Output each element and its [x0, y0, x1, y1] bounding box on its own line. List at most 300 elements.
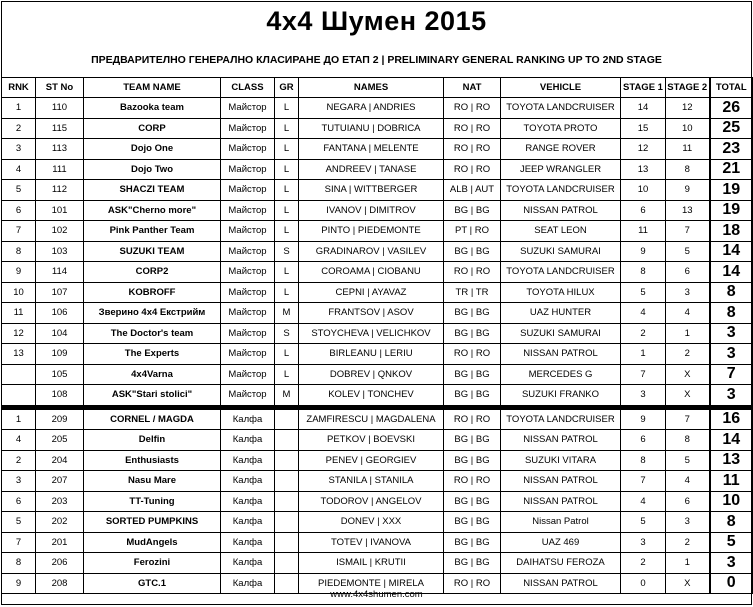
col-nat: NAT — [444, 78, 501, 98]
cell-names: TUTUIANU | DOBRICA — [299, 118, 444, 139]
cell-rnk: 1 — [2, 98, 36, 119]
cell-class: Калфа — [221, 450, 275, 471]
cell-st-no: 110 — [36, 98, 84, 119]
page-title: 4x4 Шумен 2015 — [266, 6, 487, 36]
cell-stage-1: 2 — [621, 553, 666, 574]
cell-rnk: 2 — [2, 118, 36, 139]
cell-nat: RO | RO — [444, 262, 501, 283]
master-class-rows — [2, 98, 753, 406]
page-subtitle: ПРЕДВАРИТЕЛНО ГЕНЕРАЛНО КЛАСИРАНЕ ДО ЕТАП 2 | PRELIMINARY GENERAL RANKING UP TO 2ND STAGE — [91, 54, 662, 66]
cell-names: BIRLEANU | LERIU — [299, 344, 444, 365]
cell-st-no: 206 — [36, 553, 84, 574]
cell-stage-1: 2 — [621, 323, 666, 344]
cell-total: 19 — [710, 200, 753, 221]
cell-team-name: SORTED PUMPKINS — [84, 512, 221, 533]
cell-names: TOTEV | IVANOVA — [299, 532, 444, 553]
cell-names: PINTO | PIEDEMONTE — [299, 221, 444, 242]
cell-gr — [275, 491, 299, 512]
cell-rnk: 5 — [2, 180, 36, 201]
cell-gr: L — [275, 98, 299, 119]
cell-vehicle: UAZ 469 — [501, 532, 621, 553]
table-row — [2, 471, 753, 492]
cell-st-no: 102 — [36, 221, 84, 242]
table-row — [2, 344, 753, 365]
cell-vehicle: SEAT LEON — [501, 221, 621, 242]
cell-class: Майстор — [221, 200, 275, 221]
cell-stage-2: 2 — [666, 344, 710, 365]
cell-stage-2: 7 — [666, 221, 710, 242]
cell-total: 5 — [710, 532, 753, 553]
cell-stage-1: 5 — [621, 512, 666, 533]
cell-class: Майстор — [221, 344, 275, 365]
cell-rnk: 4 — [2, 159, 36, 180]
cell-total: 3 — [710, 385, 753, 406]
cell-vehicle: TOYOTA LANDCRUISER — [501, 98, 621, 119]
cell-stage-1: 5 — [621, 282, 666, 303]
cell-team-name: Enthusiasts — [84, 450, 221, 471]
cell-names: ANDREEV | TANASE — [299, 159, 444, 180]
cell-names: FRANTSOV | ASOV — [299, 303, 444, 324]
cell-team-name: SHACZI TEAM — [84, 180, 221, 201]
cell-nat: BG | BG — [444, 553, 501, 574]
cell-stage-1: 1 — [621, 344, 666, 365]
cell-names: CEPNI | AYAVAZ — [299, 282, 444, 303]
cell-nat: RO | RO — [444, 573, 501, 594]
cell-names: DONEV | XXX — [299, 512, 444, 533]
cell-stage-1: 13 — [621, 159, 666, 180]
cell-st-no: 113 — [36, 139, 84, 160]
cell-stage-2: 3 — [666, 512, 710, 533]
cell-vehicle: JEEP WRANGLER — [501, 159, 621, 180]
cell-rnk: 8 — [2, 553, 36, 574]
cell-stage-2: 4 — [666, 303, 710, 324]
cell-team-name: TT-Tuning — [84, 491, 221, 512]
cell-nat: BG | BG — [444, 385, 501, 406]
col-stage-2: STAGE 2 — [666, 78, 710, 98]
header-row — [2, 78, 753, 98]
cell-nat: TR | TR — [444, 282, 501, 303]
cell-stage-2: 9 — [666, 180, 710, 201]
cell-total: 19 — [710, 180, 753, 201]
cell-class: Майстор — [221, 118, 275, 139]
cell-stage-2: 10 — [666, 118, 710, 139]
cell-nat: RO | RO — [444, 344, 501, 365]
cell-st-no: 208 — [36, 573, 84, 594]
table-row — [2, 553, 753, 574]
cell-names: SINA | WITTBERGER — [299, 180, 444, 201]
cell-class: Майстор — [221, 282, 275, 303]
cell-stage-1: 3 — [621, 385, 666, 406]
cell-class: Калфа — [221, 512, 275, 533]
cell-class: Калфа — [221, 430, 275, 451]
table-row — [2, 200, 753, 221]
cell-team-name: The Doctor's team — [84, 323, 221, 344]
cell-class: Калфа — [221, 573, 275, 594]
cell-gr: M — [275, 303, 299, 324]
cell-names: PETKOV | BOEVSKI — [299, 430, 444, 451]
cell-class: Калфа — [221, 532, 275, 553]
cell-total: 14 — [710, 430, 753, 451]
cell-gr: S — [275, 323, 299, 344]
cell-vehicle: DAIHATSU FEROZA — [501, 553, 621, 574]
cell-class: Калфа — [221, 471, 275, 492]
cell-stage-2: 2 — [666, 532, 710, 553]
cell-gr — [275, 450, 299, 471]
table-row — [2, 532, 753, 553]
cell-team-name: Bazooka team — [84, 98, 221, 119]
cell-class: Майстор — [221, 262, 275, 283]
cell-nat: ALB | AUT — [444, 180, 501, 201]
table-row — [2, 282, 753, 303]
cell-st-no: 115 — [36, 118, 84, 139]
cell-gr: L — [275, 344, 299, 365]
cell-st-no: 114 — [36, 262, 84, 283]
cell-team-name: Dojo Two — [84, 159, 221, 180]
col-total: TOTAL — [710, 78, 753, 98]
col-names: NAMES — [299, 78, 444, 98]
cell-stage-2: 5 — [666, 450, 710, 471]
cell-names: COROAMA | CIOBANU — [299, 262, 444, 283]
cell-team-name: CORP2 — [84, 262, 221, 283]
cell-gr: L — [275, 282, 299, 303]
cell-names: DOBREV | QNKOV — [299, 364, 444, 385]
cell-gr: L — [275, 159, 299, 180]
cell-vehicle: NISSAN PATROL — [501, 573, 621, 594]
cell-nat: RO | RO — [444, 98, 501, 119]
cell-total: 7 — [710, 364, 753, 385]
table-row — [2, 450, 753, 471]
col-vehicle: VEHICLE — [501, 78, 621, 98]
cell-total: 26 — [710, 98, 753, 119]
cell-class: Калфа — [221, 553, 275, 574]
cell-vehicle: NISSAN PATROL — [501, 471, 621, 492]
cell-total: 18 — [710, 221, 753, 242]
cell-total: 14 — [710, 241, 753, 262]
cell-stage-1: 7 — [621, 471, 666, 492]
cell-rnk: 13 — [2, 344, 36, 365]
table-row — [2, 491, 753, 512]
cell-team-name: 4x4Varna — [84, 364, 221, 385]
cell-nat: BG | BG — [444, 364, 501, 385]
cell-stage-1: 12 — [621, 139, 666, 160]
cell-gr: L — [275, 200, 299, 221]
cell-total: 21 — [710, 159, 753, 180]
cell-stage-2: X — [666, 385, 710, 406]
cell-st-no: 107 — [36, 282, 84, 303]
cell-gr — [275, 409, 299, 430]
cell-st-no: 101 — [36, 200, 84, 221]
cell-names: KOLEV | TONCHEV — [299, 385, 444, 406]
cell-stage-2: 11 — [666, 139, 710, 160]
col-st-no: ST No — [36, 78, 84, 98]
cell-vehicle: TOYOTA PROTO — [501, 118, 621, 139]
cell-vehicle: NISSAN PATROL — [501, 430, 621, 451]
ranking-table — [1, 77, 753, 594]
cell-stage-1: 0 — [621, 573, 666, 594]
cell-stage-2: 6 — [666, 491, 710, 512]
cell-names: FANTANA | MELENTE — [299, 139, 444, 160]
cell-total: 25 — [710, 118, 753, 139]
cell-gr: L — [275, 180, 299, 201]
cell-team-name: Ferozini — [84, 553, 221, 574]
cell-class: Майстор — [221, 303, 275, 324]
cell-gr — [275, 512, 299, 533]
table-row — [2, 139, 753, 160]
cell-total: 8 — [710, 282, 753, 303]
cell-st-no: 109 — [36, 344, 84, 365]
cell-stage-2: X — [666, 364, 710, 385]
cell-st-no: 105 — [36, 364, 84, 385]
cell-class: Майстор — [221, 159, 275, 180]
cell-rnk: 9 — [2, 573, 36, 594]
cell-vehicle: SUZUKI VITARA — [501, 450, 621, 471]
cell-total: 3 — [710, 323, 753, 344]
table-row — [2, 364, 753, 385]
cell-nat: BG | BG — [444, 491, 501, 512]
cell-team-name: KOBROFF — [84, 282, 221, 303]
cell-rnk: 10 — [2, 282, 36, 303]
cell-gr — [275, 471, 299, 492]
cell-stage-2: 13 — [666, 200, 710, 221]
cell-team-name: Зверино 4x4 Екстрийм — [84, 303, 221, 324]
cell-rnk: 12 — [2, 323, 36, 344]
cell-nat: RO | RO — [444, 409, 501, 430]
cell-gr: L — [275, 221, 299, 242]
cell-st-no: 108 — [36, 385, 84, 406]
cell-stage-1: 4 — [621, 303, 666, 324]
cell-team-name: Delfin — [84, 430, 221, 451]
cell-rnk: 2 — [2, 450, 36, 471]
cell-gr: L — [275, 139, 299, 160]
cell-gr — [275, 430, 299, 451]
cell-total: 16 — [710, 409, 753, 430]
cell-nat: BG | BG — [444, 512, 501, 533]
cell-total: 8 — [710, 512, 753, 533]
cell-rnk: 7 — [2, 532, 36, 553]
cell-gr: L — [275, 118, 299, 139]
cell-rnk: 9 — [2, 262, 36, 283]
table-row — [2, 409, 753, 430]
cell-total: 13 — [710, 450, 753, 471]
cell-class: Калфа — [221, 491, 275, 512]
cell-total: 23 — [710, 139, 753, 160]
cell-gr: L — [275, 262, 299, 283]
cell-st-no: 111 — [36, 159, 84, 180]
table-row — [2, 118, 753, 139]
cell-team-name: Pink Panther Team — [84, 221, 221, 242]
cell-nat: BG | BG — [444, 450, 501, 471]
cell-vehicle: Nissan Patrol — [501, 512, 621, 533]
table-row — [2, 241, 753, 262]
cell-nat: BG | BG — [444, 323, 501, 344]
cell-rnk: 11 — [2, 303, 36, 324]
table-row — [2, 512, 753, 533]
cell-stage-2: 1 — [666, 553, 710, 574]
cell-total: 10 — [710, 491, 753, 512]
cell-names: PIEDEMONTE | MIRELA — [299, 573, 444, 594]
cell-vehicle: NISSAN PATROL — [501, 491, 621, 512]
cell-nat: BG | BG — [444, 200, 501, 221]
cell-vehicle: TOYOTA HILUX — [501, 282, 621, 303]
cell-class: Майстор — [221, 98, 275, 119]
cell-stage-1: 8 — [621, 262, 666, 283]
cell-vehicle: NISSAN PATROL — [501, 200, 621, 221]
cell-stage-2: 6 — [666, 262, 710, 283]
cell-names: PENEV | GEORGIEV — [299, 450, 444, 471]
cell-names: NEGARA | ANDRIES — [299, 98, 444, 119]
cell-class: Майстор — [221, 241, 275, 262]
cell-st-no: 103 — [36, 241, 84, 262]
cell-stage-1: 10 — [621, 180, 666, 201]
cell-st-no: 201 — [36, 532, 84, 553]
journeyman-class-rows — [2, 409, 753, 594]
cell-stage-2: 1 — [666, 323, 710, 344]
cell-gr — [275, 532, 299, 553]
cell-stage-2: 3 — [666, 282, 710, 303]
table-row — [2, 180, 753, 201]
cell-vehicle: TOYOTA LANDCRUISER — [501, 262, 621, 283]
table-row — [2, 159, 753, 180]
cell-total: 3 — [710, 553, 753, 574]
cell-team-name: CORNEL / MAGDA — [84, 409, 221, 430]
cell-team-name: Dojo One — [84, 139, 221, 160]
cell-vehicle: TOYOTA LANDCRUISER — [501, 180, 621, 201]
cell-rnk: 6 — [2, 491, 36, 512]
cell-gr — [275, 553, 299, 574]
cell-st-no: 202 — [36, 512, 84, 533]
cell-rnk: 1 — [2, 409, 36, 430]
cell-stage-1: 11 — [621, 221, 666, 242]
table-row — [2, 385, 753, 406]
cell-team-name: ASK"Stari stolici" — [84, 385, 221, 406]
cell-gr: M — [275, 385, 299, 406]
cell-gr: S — [275, 241, 299, 262]
table-row — [2, 221, 753, 242]
col-team-name: TEAM NAME — [84, 78, 221, 98]
cell-team-name: GTC.1 — [84, 573, 221, 594]
cell-stage-1: 3 — [621, 532, 666, 553]
cell-nat: RO | RO — [444, 139, 501, 160]
cell-st-no: 106 — [36, 303, 84, 324]
cell-team-name: SUZUKI TEAM — [84, 241, 221, 262]
cell-names: IVANOV | DIMITROV — [299, 200, 444, 221]
cell-stage-1: 15 — [621, 118, 666, 139]
cell-rnk: 4 — [2, 430, 36, 451]
cell-stage-2: 8 — [666, 159, 710, 180]
cell-st-no: 204 — [36, 450, 84, 471]
cell-stage-1: 8 — [621, 450, 666, 471]
cell-names: STOYCHEVA | VELICHKOV — [299, 323, 444, 344]
cell-vehicle: SUZUKI SAMURAI — [501, 323, 621, 344]
cell-total: 14 — [710, 262, 753, 283]
cell-names: GRADINAROV | VASILEV — [299, 241, 444, 262]
results-sheet — [1, 1, 752, 605]
cell-stage-2: 8 — [666, 430, 710, 451]
cell-vehicle: SUZUKI SAMURAI — [501, 241, 621, 262]
cell-gr: L — [275, 364, 299, 385]
cell-rnk: 5 — [2, 512, 36, 533]
cell-class: Майстор — [221, 323, 275, 344]
cell-class: Майстор — [221, 180, 275, 201]
cell-class: Калфа — [221, 409, 275, 430]
col-class: CLASS — [221, 78, 275, 98]
cell-stage-2: 12 — [666, 98, 710, 119]
cell-team-name: The Experts — [84, 344, 221, 365]
cell-st-no: 207 — [36, 471, 84, 492]
cell-stage-2: X — [666, 573, 710, 594]
cell-st-no: 209 — [36, 409, 84, 430]
cell-nat: RO | RO — [444, 118, 501, 139]
cell-stage-1: 14 — [621, 98, 666, 119]
cell-vehicle: SUZUKI FRANKO — [501, 385, 621, 406]
cell-stage-2: 5 — [666, 241, 710, 262]
table-row — [2, 430, 753, 451]
cell-rnk: 8 — [2, 241, 36, 262]
cell-total: 11 — [710, 471, 753, 492]
cell-st-no: 104 — [36, 323, 84, 344]
cell-class: Майстор — [221, 139, 275, 160]
cell-stage-2: 7 — [666, 409, 710, 430]
cell-class: Майстор — [221, 385, 275, 406]
cell-stage-1: 9 — [621, 241, 666, 262]
cell-stage-1: 4 — [621, 491, 666, 512]
cell-names: TODOROV | ANGELOV — [299, 491, 444, 512]
cell-nat: RO | RO — [444, 159, 501, 180]
footer-url: www.4x4shumen.com — [330, 589, 423, 600]
cell-names: ZAMFIRESCU | MAGDALENA — [299, 409, 444, 430]
cell-stage-1: 7 — [621, 364, 666, 385]
cell-stage-1: 6 — [621, 430, 666, 451]
cell-rnk: 7 — [2, 221, 36, 242]
cell-st-no: 205 — [36, 430, 84, 451]
cell-nat: BG | BG — [444, 241, 501, 262]
cell-team-name: Nasu Mare — [84, 471, 221, 492]
cell-vehicle: MERCEDES G — [501, 364, 621, 385]
cell-nat: BG | BG — [444, 532, 501, 553]
cell-rnk — [2, 385, 36, 406]
cell-names: ISMAIL | KRUTII — [299, 553, 444, 574]
cell-st-no: 203 — [36, 491, 84, 512]
cell-total: 3 — [710, 344, 753, 365]
cell-total: 8 — [710, 303, 753, 324]
cell-nat: BG | BG — [444, 303, 501, 324]
cell-team-name: ASK"Cherno more" — [84, 200, 221, 221]
cell-names: STANILA | STANILA — [299, 471, 444, 492]
cell-nat: PT | RO — [444, 221, 501, 242]
cell-class: Майстор — [221, 221, 275, 242]
table-row — [2, 98, 753, 119]
cell-rnk: 3 — [2, 471, 36, 492]
cell-vehicle: UAZ HUNTER — [501, 303, 621, 324]
cell-rnk — [2, 364, 36, 385]
cell-vehicle: NISSAN PATROL — [501, 344, 621, 365]
cell-vehicle: RANGE ROVER — [501, 139, 621, 160]
cell-team-name: CORP — [84, 118, 221, 139]
cell-stage-1: 9 — [621, 409, 666, 430]
cell-nat: BG | BG — [444, 430, 501, 451]
cell-class: Майстор — [221, 364, 275, 385]
cell-rnk: 6 — [2, 200, 36, 221]
cell-rnk: 3 — [2, 139, 36, 160]
table-row — [2, 262, 753, 283]
cell-st-no: 112 — [36, 180, 84, 201]
table-row — [2, 323, 753, 344]
cell-stage-2: 4 — [666, 471, 710, 492]
col-stage-1: STAGE 1 — [621, 78, 666, 98]
cell-total: 0 — [710, 573, 753, 594]
cell-nat: RO | RO — [444, 471, 501, 492]
cell-stage-1: 6 — [621, 200, 666, 221]
